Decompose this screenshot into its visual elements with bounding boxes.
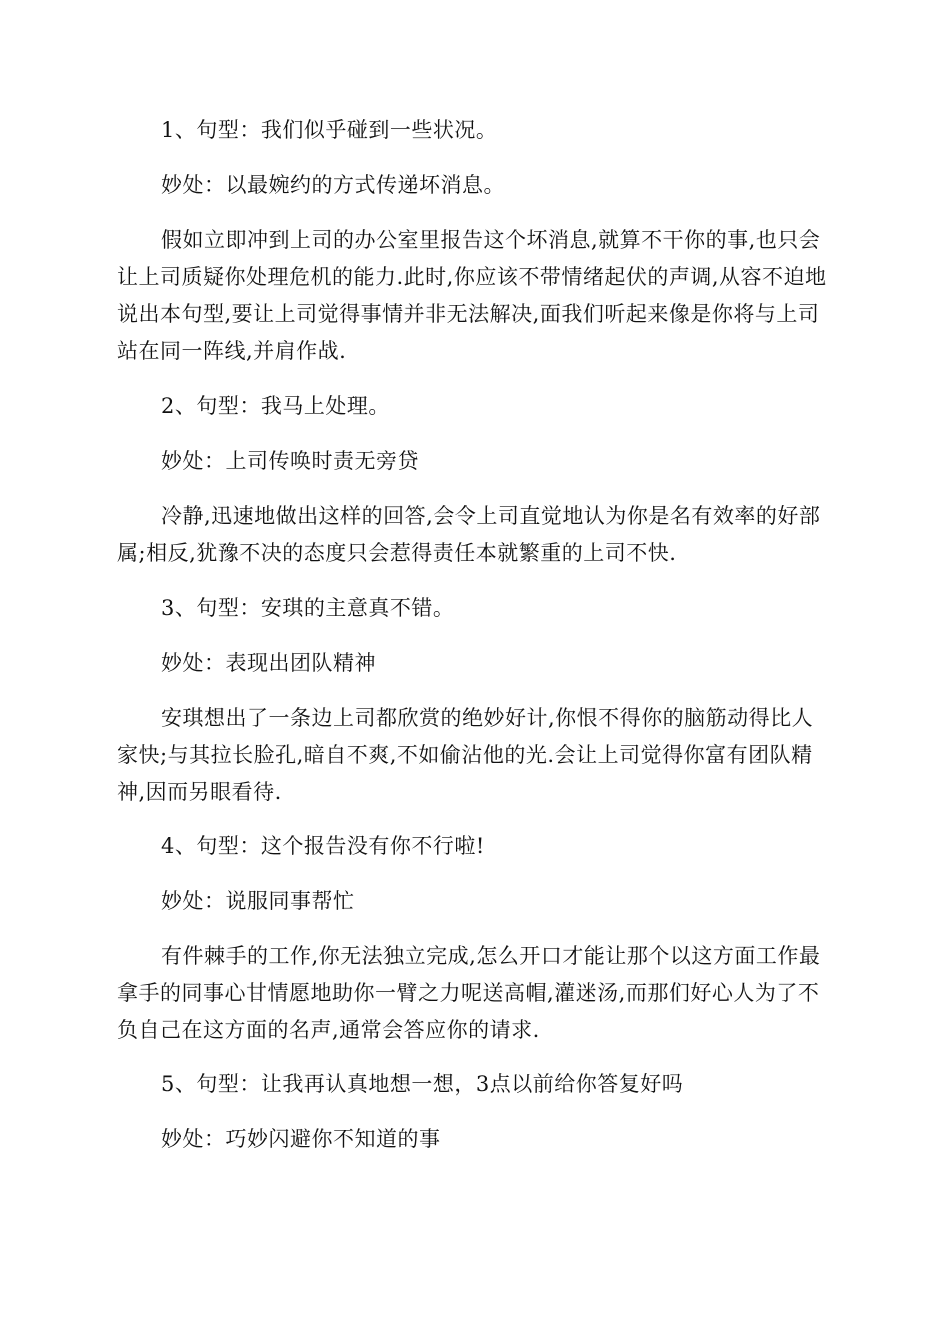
document-page bbox=[117, 0, 833, 1344]
benefit-5: 妙处：巧妙闪避你不知道的事 bbox=[161, 1127, 441, 1151]
heading-sentence-3: 3、句型：安琪的主意真不错。 bbox=[161, 596, 455, 620]
benefit-4: 妙处：说服同事帮忙 bbox=[161, 889, 355, 913]
explanation-2: 冷静,迅速地做出这样的回答,会令上司直觉地认为你是名有效率的好部属;相反,犹豫不决的态度只会惹得责任本就繁重的上司不快. bbox=[117, 504, 821, 565]
explanation-3: 安琪想出了一条边上司都欣赏的绝妙好计,你恨不得你的脑筋动得比人家快;与其拉长脸孔,暗自不爽,不如偷沾他的光.会让上司觉得你富有团队精神,因而另眼看待. bbox=[117, 706, 814, 804]
explanation-4: 有件棘手的工作,你无法独立完成,怎么开口才能让那个以这方面工作最拿手的同事心甘情愿地助你一臂之力呢送高帽,灌迷汤,而那们好心人为了不负自己在这方面的名声,通常会答应你的请求. bbox=[117, 944, 821, 1042]
heading-sentence-2: 2、句型：我马上处理。 bbox=[161, 394, 390, 418]
benefit-2: 妙处：上司传唤时责无旁贷 bbox=[161, 449, 419, 473]
heading-sentence-1: 1、句型：我们似乎碰到一些状况。 bbox=[161, 118, 498, 142]
explanation-1: 假如立即冲到上司的办公室里报告这个坏消息,就算不干你的事,也只会让上司质疑你处理危机的能力.此时,你应该不带情绪起伏的声调,从容不迫地说出本句型,要让上司觉得事情并非无法解决,面我们听起来像是你将与上司站在同一阵线,并肩作战. bbox=[117, 228, 827, 363]
heading-sentence-4: 4、句型：这个报告没有你不行啦! bbox=[161, 834, 485, 858]
benefit-1: 妙处：以最婉约的方式传递坏消息。 bbox=[161, 173, 505, 197]
heading-sentence-5: 5、句型：让我再认真地想一想，3点以前给你答复好吗 bbox=[161, 1072, 684, 1096]
benefit-3: 妙处：表现出团队精神 bbox=[161, 651, 376, 675]
